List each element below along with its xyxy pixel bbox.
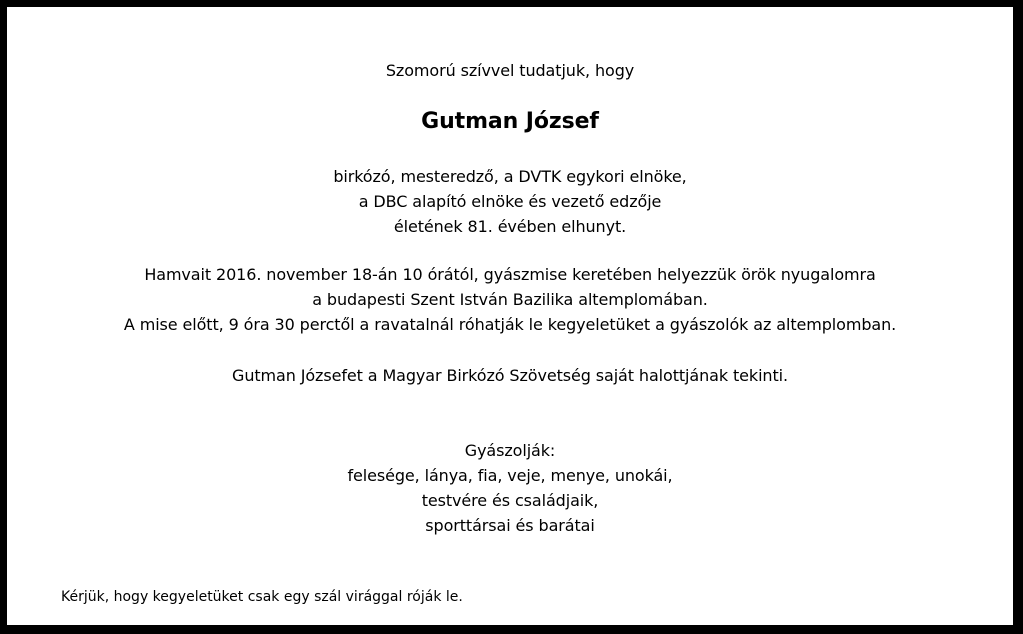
obituary-card xyxy=(7,7,1013,625)
mourners-line-1: felesége, lánya, fia, veje, menye, unokái, xyxy=(347,466,673,485)
funeral-line-1: Hamvait 2016. november 18-án 10 órától, gyászmise keretében helyezzük örök nyugalomra xyxy=(144,265,876,284)
intro-text: Szomorú szívvel tudatjuk, hogy xyxy=(385,61,635,80)
federation-statement: Gutman Józsefet a Magyar Birkózó Szövetség saját halottjának tekinti. xyxy=(232,366,788,385)
mourners-line-2: testvére és családjaik, xyxy=(421,491,599,510)
funeral-line-3: A mise előtt, 9 óra 30 perctől a ravatalnál róhatják le kegyeletüket a gyászolók az altemplomban. xyxy=(123,315,897,334)
description-line-3: életének 81. évében elhunyt. xyxy=(393,217,627,236)
mourners-line-3: sporttársai és barátai xyxy=(425,516,595,535)
deceased-name: Gutman József xyxy=(421,109,599,134)
flower-request-note: Kérjük, hogy kegyeletüket csak egy szál virággal róják le. xyxy=(61,589,463,605)
description-line-1: birkózó, mesteredző, a DVTK egykori elnöke, xyxy=(333,167,687,186)
description-line-2: a DBC alapító elnöke és vezető edzője xyxy=(358,192,662,211)
funeral-line-2: a budapesti Szent István Bazilika altemplomában. xyxy=(312,290,708,309)
mourners-heading: Gyászolják: xyxy=(464,441,556,460)
